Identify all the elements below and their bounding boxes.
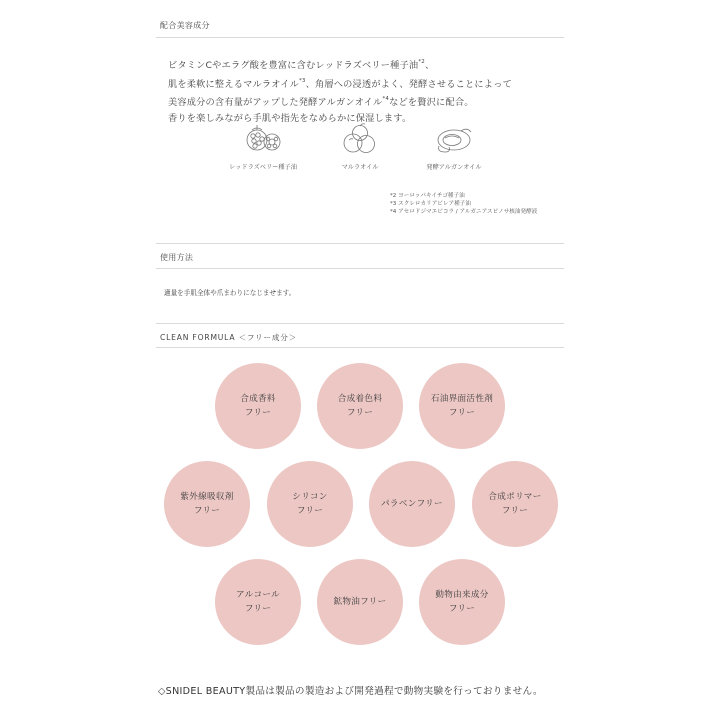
free-badge-synthetic-color xyxy=(317,363,403,449)
description-line: 美容成分の含有量がアップした発酵アルガンオイル$^{*4}$などを贅沢に配合。 xyxy=(168,96,474,108)
badge-line: 紫外線吸収剤 xyxy=(180,492,234,502)
free-badge-uv-absorber xyxy=(164,461,250,547)
free-badge-paraben xyxy=(369,461,455,547)
ingredient-raspberry xyxy=(208,122,318,171)
description-line: ビタミンCやエラグ酸を豊富に含むレッドラズベリー種子油$^{*2}$、 xyxy=(168,59,435,71)
badge-line: 合成香料 xyxy=(240,394,276,404)
footnote: *2 ヨーロッパキイチゴ種子油 xyxy=(390,193,465,199)
section-divider xyxy=(156,268,564,269)
footnote: *4 アセロドジマエビコラ / アルガニアスピノサ核油発酵液 xyxy=(390,209,538,216)
ingredient-argan xyxy=(399,122,509,171)
marula-fruit-icon xyxy=(339,122,381,156)
footnote: *3 スクレロカリアビレア種子油 xyxy=(390,201,471,208)
footnotes xyxy=(390,192,537,217)
badge-line: シリコン xyxy=(292,492,328,502)
free-badge-mineral-oil xyxy=(317,559,403,645)
usage-text: 適量を手肌全体や爪まわりになじませます。 xyxy=(164,289,296,297)
ingredients-description xyxy=(168,55,568,126)
badge-line: パラベンフリー xyxy=(381,499,443,509)
description-line: 香りを楽しみながら手肌や指先をなめらかに保湿します。 xyxy=(168,112,412,124)
badge-line: フリー xyxy=(448,604,476,614)
free-badge-synthetic-fragrance xyxy=(215,363,301,449)
description-line: 肌を柔軟に整えるマルラオイル$^{*3}$、角層への浸透がよく、発酵させることによって xyxy=(168,77,512,90)
badge-line: 動物由来成分 xyxy=(435,590,489,600)
raspberry-icon xyxy=(242,122,284,156)
badge-line: フリー xyxy=(448,408,476,418)
badge-line: フリー xyxy=(296,506,324,516)
free-badge-animal-derived xyxy=(419,559,505,645)
free-badge-silicone xyxy=(267,461,353,547)
badge-line: フリー xyxy=(244,604,272,614)
badge-line: 合成ポリマー xyxy=(488,492,542,502)
badge-line: フリー xyxy=(501,506,529,516)
animal-testing-notice: ◇SNIDEL BEAUTY製品は製品の製造および開発過程で動物実験を行っておりません。 xyxy=(158,686,543,697)
ingredient-caption: レッドラズベリー種子油 xyxy=(229,164,297,171)
section-divider xyxy=(156,323,564,324)
clean-formula-title: CLEAN FORMULA ＜フリー成分＞ xyxy=(160,333,298,342)
badge-line: フリー xyxy=(346,408,374,418)
free-badge-alcohol xyxy=(215,559,301,645)
free-badge-petroleum-surfactant xyxy=(419,363,505,449)
badge-line: アルコール xyxy=(236,590,280,600)
badge-line: フリー xyxy=(193,506,221,516)
ingredient-caption: 発酵アルガンオイル xyxy=(426,164,482,171)
badge-line: フリー xyxy=(244,408,272,418)
free-badge-synthetic-polymer xyxy=(472,461,558,547)
badge-line: 石油界面活性剤 xyxy=(430,394,494,404)
section-divider xyxy=(156,37,564,38)
usage-section-title: 使用方法 xyxy=(160,253,194,262)
ingredients-section-title: 配合美容成分 xyxy=(160,21,210,30)
badge-line: 鉱物油フリー xyxy=(333,597,387,607)
section-divider xyxy=(156,347,564,348)
section-divider xyxy=(156,243,564,244)
badge-line: 合成着色料 xyxy=(337,394,383,404)
ingredient-caption: マルラオイル xyxy=(341,164,379,171)
argan-nut-icon xyxy=(431,122,477,156)
